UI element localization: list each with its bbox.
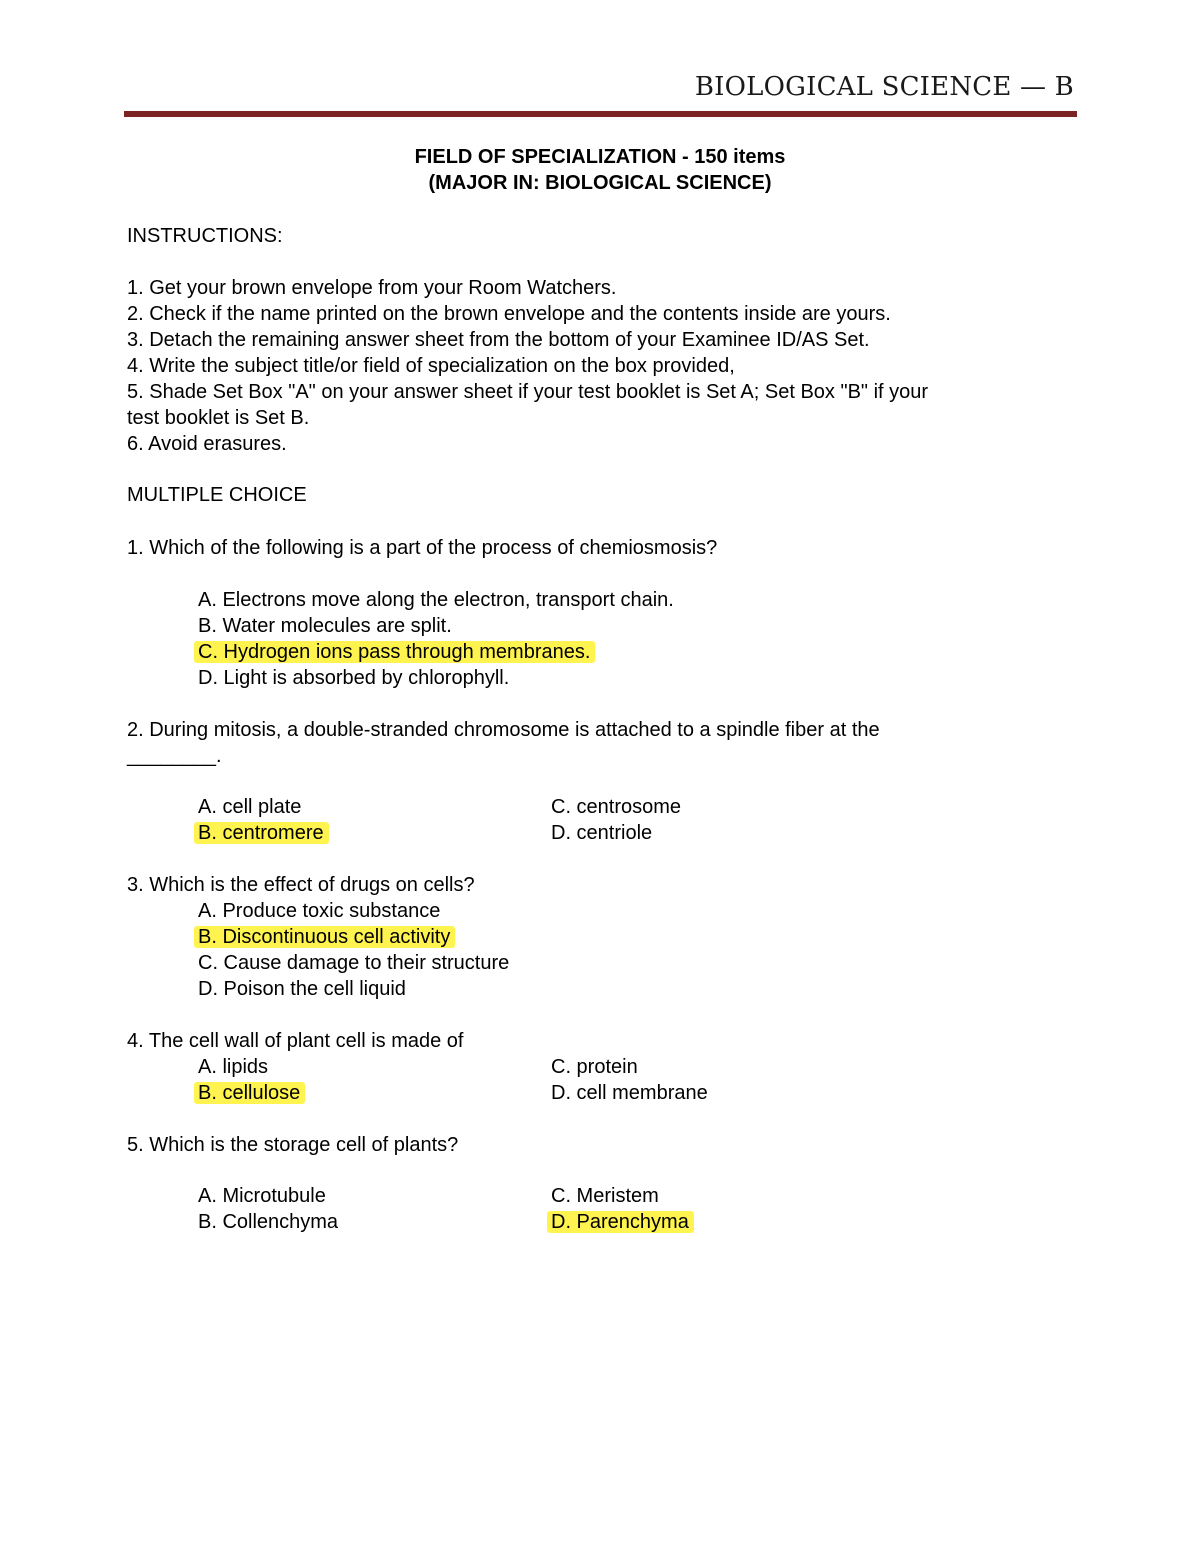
- highlighted-answer: B. Discontinuous cell activity: [194, 926, 455, 948]
- answer-option: A. Microtubule: [198, 1185, 326, 1207]
- highlighted-answer: B. cellulose: [194, 1082, 305, 1104]
- answer-option: C. Cause damage to their structure: [198, 952, 510, 974]
- instruction-item: 4. Write the subject title/or field of specialization on the box provided,: [127, 355, 735, 377]
- answer-option: B. Water molecules are split.: [198, 615, 452, 637]
- running-header: BIOLOGICAL SCIENCE — B: [694, 72, 1074, 102]
- highlighted-answer: C. Hydrogen ions pass through membranes.: [194, 641, 595, 663]
- answer-option-highlighted: [551, 1209, 694, 1235]
- instruction-item: 5. Shade Set Box "A" on your answer sheet if your test booklet is Set A; Set Box "B" if your: [127, 381, 929, 403]
- question-stem: 4. The cell wall of plant cell is made of: [127, 1030, 464, 1052]
- answer-option: D. Light is absorbed by chlorophyll.: [198, 667, 510, 689]
- answer-option: A. Electrons move along the electron, transport chain.: [198, 589, 674, 611]
- question-stem: 5. Which is the storage cell of plants?: [127, 1134, 459, 1156]
- answer-option-highlighted: [198, 1080, 305, 1106]
- answer-option: C. Meristem: [551, 1185, 659, 1207]
- title-line-1: FIELD OF SPECIALIZATION - 150 items: [414, 146, 786, 168]
- title-line-2: (MAJOR IN: BIOLOGICAL SCIENCE): [428, 172, 772, 194]
- answer-option-highlighted: [198, 820, 329, 846]
- answer-option: B. Collenchyma: [198, 1211, 339, 1233]
- question-stem-blank: ________.: [127, 745, 222, 767]
- instructions-heading: INSTRUCTIONS:: [127, 225, 283, 247]
- instruction-item: 1. Get your brown envelope from your Room Watchers.: [127, 277, 617, 299]
- answer-option: A. cell plate: [198, 796, 302, 818]
- highlighted-answer: B. centromere: [194, 822, 329, 844]
- instruction-item: test booklet is Set B.: [127, 407, 310, 429]
- highlighted-answer: D. Parenchyma: [547, 1211, 694, 1233]
- answer-option: D. Poison the cell liquid: [198, 978, 406, 1000]
- answer-option: C. centrosome: [551, 796, 682, 818]
- header-rule: [124, 111, 1077, 117]
- answer-option-highlighted: [198, 924, 455, 950]
- answer-option: D. centriole: [551, 822, 653, 844]
- answer-option: A. Produce toxic substance: [198, 900, 441, 922]
- answer-option: C. protein: [551, 1056, 638, 1078]
- instruction-item: 3. Detach the remaining answer sheet from the bottom of your Examinee ID/AS Set.: [127, 329, 870, 351]
- question-stem: 1. Which of the following is a part of the process of chemiosmosis?: [127, 537, 718, 559]
- answer-option: A. lipids: [198, 1056, 269, 1078]
- question-stem: 2. During mitosis, a double-stranded chromosome is attached to a spindle fiber at the: [127, 719, 880, 741]
- answer-option: D. cell membrane: [551, 1082, 708, 1104]
- instruction-item: 6. Avoid erasures.: [127, 433, 287, 455]
- answer-option-highlighted: [198, 639, 595, 665]
- section-heading: MULTIPLE CHOICE: [127, 484, 307, 506]
- instruction-item: 2. Check if the name printed on the brown envelope and the contents inside are yours.: [127, 303, 891, 325]
- question-stem: 3. Which is the effect of drugs on cells?: [127, 874, 475, 896]
